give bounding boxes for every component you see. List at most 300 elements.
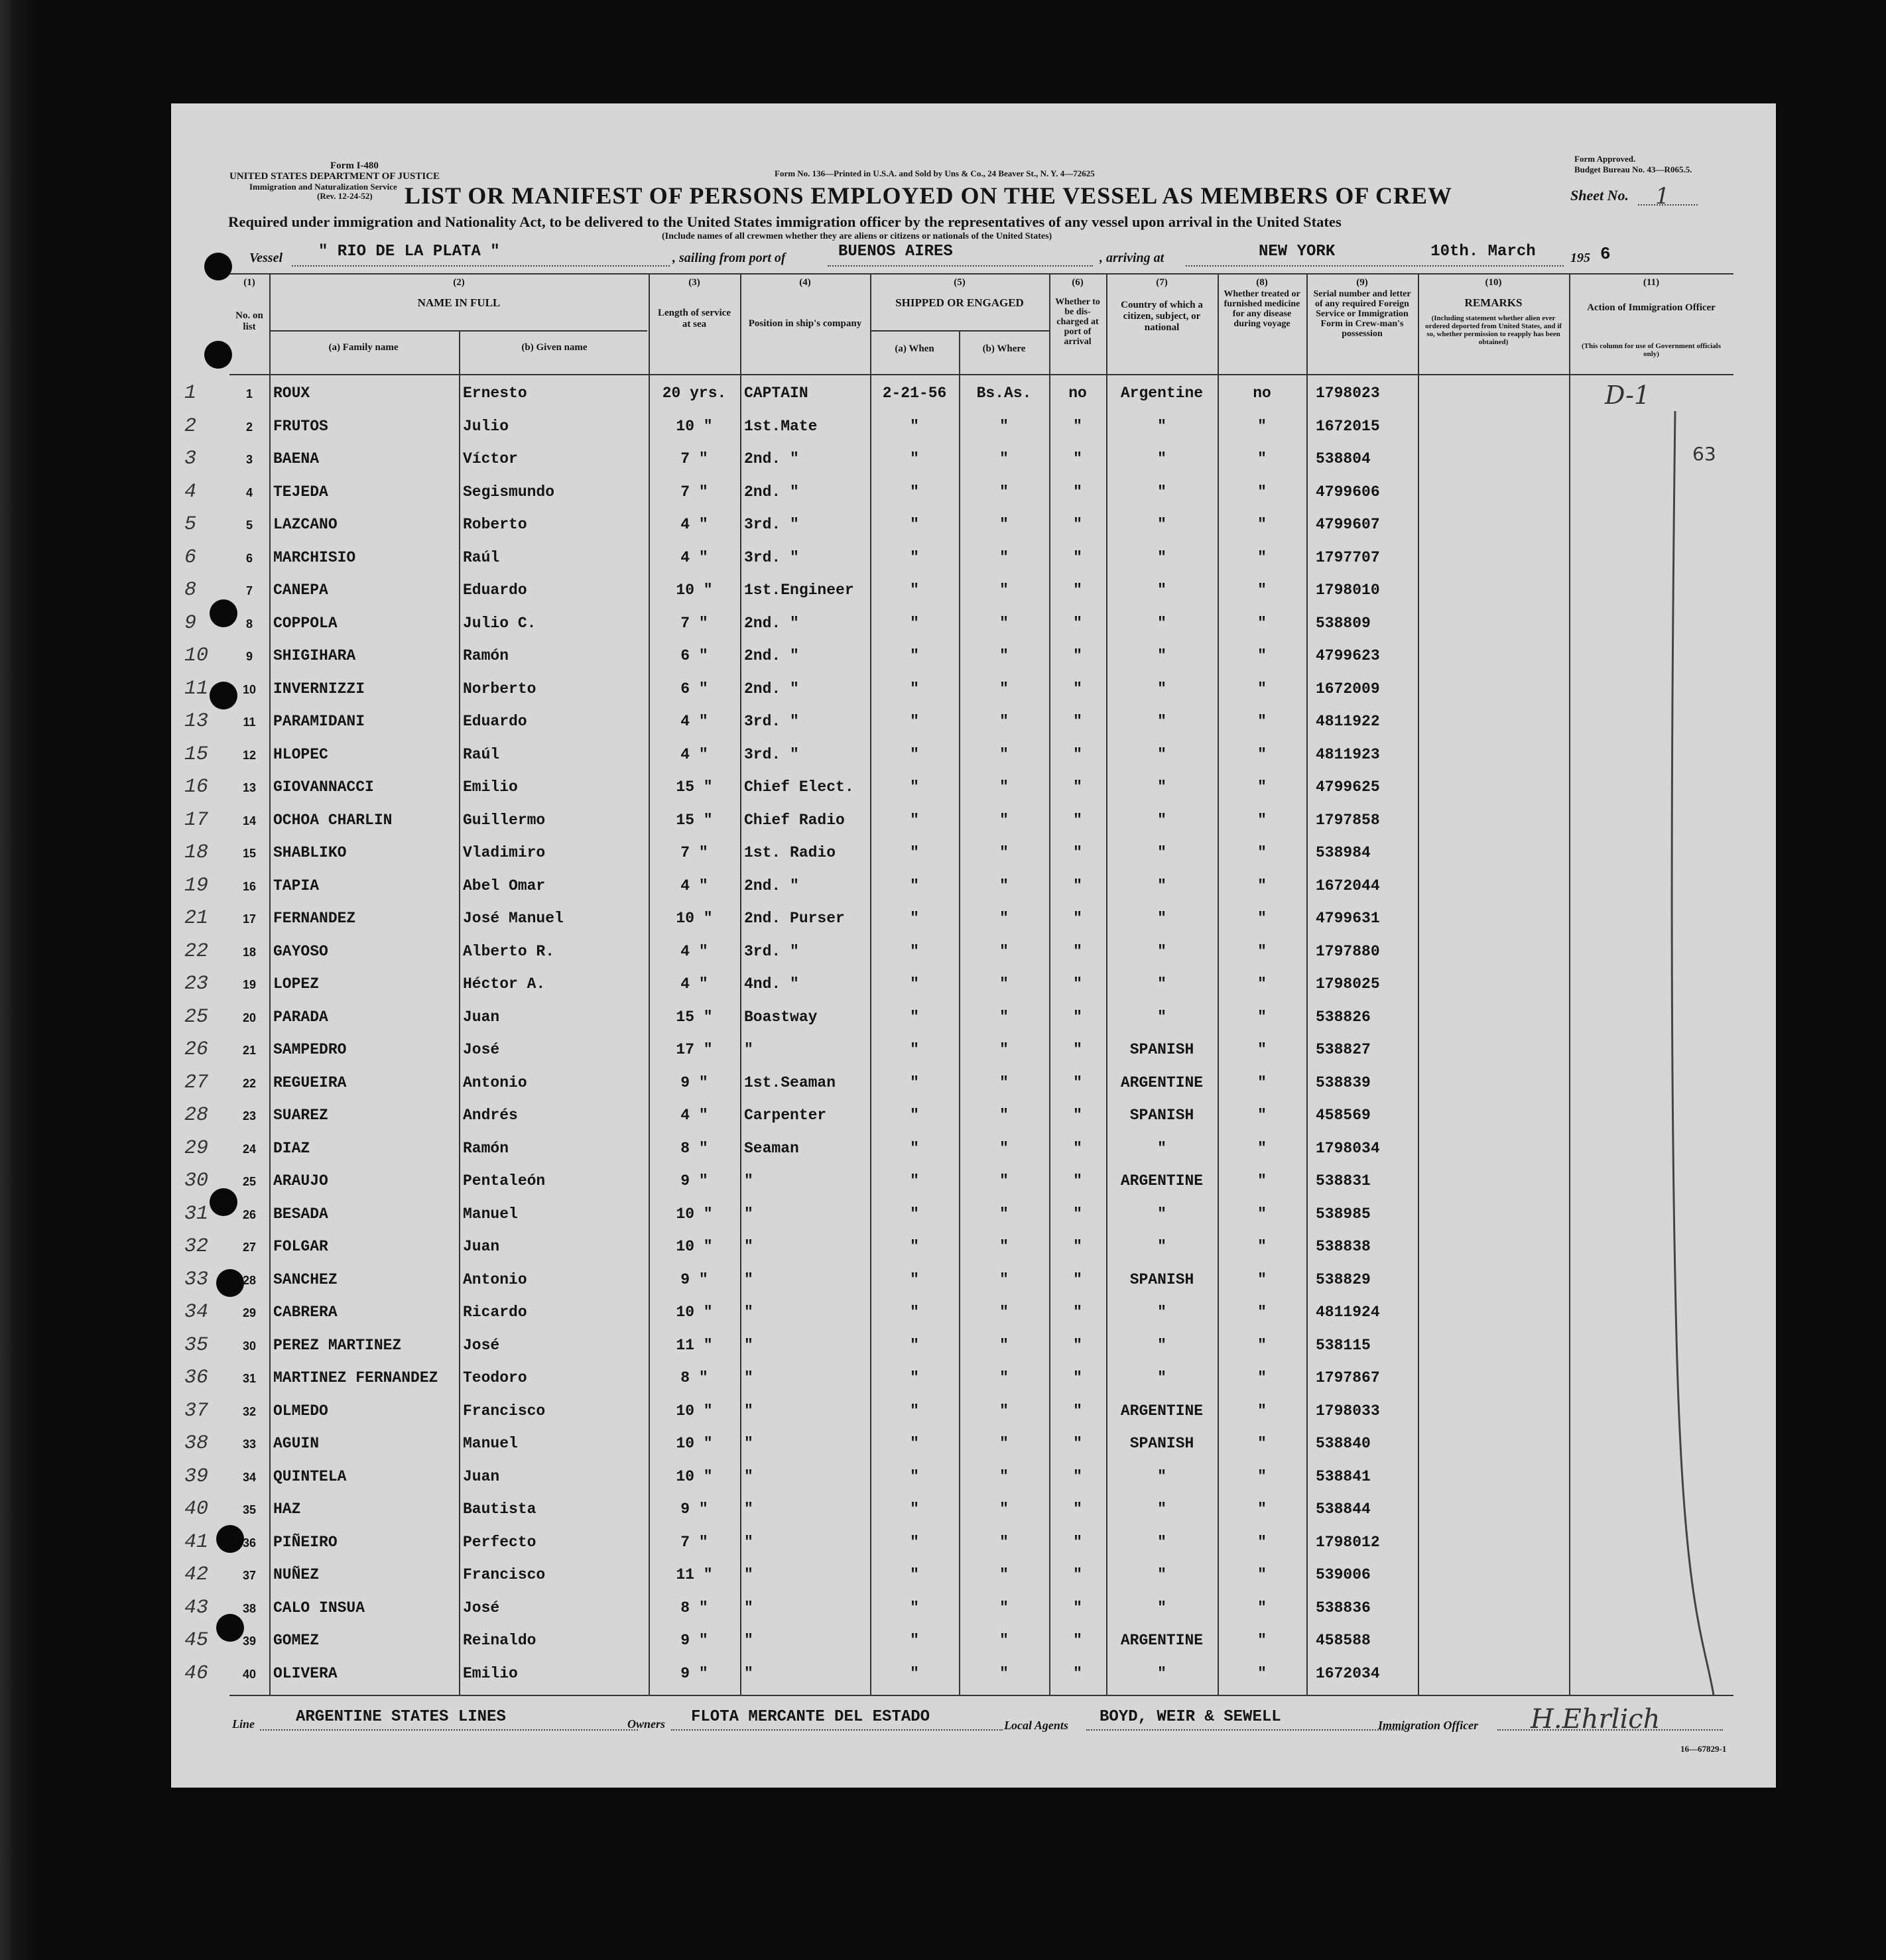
shipped-where: " <box>999 548 1009 566</box>
discharged: " <box>1073 942 1082 960</box>
length-of-service: 9 " <box>680 1664 708 1682</box>
treated: " <box>1257 483 1267 501</box>
serial-number: 4799607 <box>1316 516 1380 533</box>
shipped-where: " <box>999 1533 1009 1551</box>
treated: " <box>1257 910 1267 927</box>
table-row <box>171 936 1776 969</box>
list-number: 2 <box>245 420 253 434</box>
length-of-service: 7 " <box>680 483 708 501</box>
shipped-where: " <box>999 1435 1009 1452</box>
punch-hole <box>204 253 232 280</box>
given-name: Víctor <box>463 450 518 467</box>
shipped-when: " <box>910 1501 919 1518</box>
given-name: Raúl <box>463 745 500 763</box>
serial-number: 1798034 <box>1316 1139 1380 1157</box>
list-number: 40 <box>242 1667 257 1681</box>
family-name: CALO INSUA <box>273 1599 365 1617</box>
discharged: " <box>1073 1041 1082 1058</box>
discharged: " <box>1073 910 1082 927</box>
country: " <box>1157 811 1166 829</box>
position: " <box>744 1664 753 1682</box>
given-name: Perfecto <box>463 1533 536 1551</box>
col2b-header: (b) Given name <box>521 342 588 353</box>
position: Seaman <box>744 1139 799 1157</box>
table-row <box>171 1199 1776 1231</box>
length-of-service: 4 " <box>680 877 708 894</box>
given-name: Abel Omar <box>463 877 546 894</box>
treated: " <box>1257 1008 1267 1026</box>
length-of-service: 15 " <box>676 811 713 829</box>
handwritten-number: 40 <box>184 1498 209 1520</box>
table-row <box>171 903 1776 936</box>
country: " <box>1157 1599 1166 1617</box>
list-number: 4 <box>245 485 253 499</box>
serial-number: 458588 <box>1316 1632 1371 1649</box>
vessel-name: " RIO DE LA PLATA " <box>318 243 500 261</box>
serial-number: 538826 <box>1316 1008 1371 1026</box>
serial-number: 538985 <box>1316 1205 1371 1223</box>
handwritten-number: 3 <box>184 448 197 470</box>
country: " <box>1157 417 1166 435</box>
handwritten-number: 22 <box>184 940 209 963</box>
shipped-when: " <box>910 745 919 763</box>
list-number: 17 <box>242 912 257 926</box>
handwritten-number: 23 <box>184 973 209 995</box>
shipped-where: " <box>999 680 1009 698</box>
position: 3rd. " <box>744 745 799 763</box>
serial-number: 538844 <box>1316 1501 1371 1518</box>
handwritten-number: 16 <box>184 776 209 798</box>
discharged: " <box>1073 1369 1082 1386</box>
budget-bureau: Budget Bureau No. 43—R065.5. <box>1574 164 1692 174</box>
shipped-where: " <box>999 844 1009 861</box>
given-name: Juan <box>463 1008 500 1026</box>
country: " <box>1157 1664 1166 1682</box>
handwritten-number: 11 <box>184 677 209 700</box>
given-name: Ramón <box>463 647 509 664</box>
handwritten-number: 38 <box>184 1432 209 1455</box>
shipped-when: " <box>910 1435 919 1452</box>
serial-number: 538115 <box>1316 1336 1371 1354</box>
country: " <box>1157 1369 1166 1386</box>
agents-name: BOYD, WEIR & SEWELL <box>1100 1708 1281 1726</box>
list-number: 8 <box>245 617 253 631</box>
shipped-where: " <box>999 450 1009 467</box>
length-of-service: 4 " <box>680 516 708 533</box>
position: " <box>744 1467 753 1485</box>
position: " <box>744 1238 753 1255</box>
discharged: " <box>1073 1467 1082 1485</box>
serial-number: 1672009 <box>1316 680 1380 698</box>
length-of-service: 10 " <box>676 1467 713 1485</box>
serial-number: 538836 <box>1316 1599 1371 1617</box>
shipped-where: " <box>999 1238 1009 1255</box>
given-name: Antonio <box>463 1073 527 1091</box>
list-number: 14 <box>242 814 257 827</box>
serial-number: 4811924 <box>1316 1304 1380 1321</box>
given-name: José Manuel <box>463 910 564 927</box>
list-number: 35 <box>242 1503 257 1516</box>
given-name: Vladimiro <box>463 844 546 861</box>
discharged: " <box>1073 516 1082 533</box>
shipped-where: " <box>999 1501 1009 1518</box>
country: " <box>1157 450 1166 467</box>
table-row <box>171 1461 1776 1494</box>
family-name: SANCHEZ <box>273 1270 338 1288</box>
treated: " <box>1257 1205 1267 1223</box>
col1-header: No. on list <box>235 310 263 332</box>
shipped-where: " <box>999 1566 1009 1583</box>
serial-number: 538804 <box>1316 450 1371 467</box>
position: Carpenter <box>744 1107 827 1124</box>
shipped-where: " <box>999 910 1009 927</box>
table-row <box>171 1428 1776 1461</box>
length-of-service: 10 " <box>676 1402 713 1420</box>
family-name: NUÑEZ <box>273 1566 320 1583</box>
given-name: José <box>463 1041 500 1058</box>
discharged: " <box>1073 1664 1082 1682</box>
shipped-when: " <box>910 1369 919 1386</box>
treated: " <box>1257 1304 1267 1321</box>
shipped-when: " <box>910 1107 919 1124</box>
serial-number: 538840 <box>1316 1435 1371 1452</box>
discharged: " <box>1073 877 1082 894</box>
shipped-when: 2-21-56 <box>882 385 947 402</box>
year-prefix: 195 <box>1570 251 1590 265</box>
position: 2nd. " <box>744 483 799 501</box>
list-number: 27 <box>242 1241 257 1254</box>
treated: " <box>1257 1501 1267 1518</box>
shipped-when: " <box>910 1566 919 1583</box>
list-number: 15 <box>242 847 257 860</box>
country: " <box>1157 942 1166 960</box>
handwritten-number: 25 <box>184 1005 209 1028</box>
family-name: AGUIN <box>273 1435 320 1452</box>
serial-number: 1672015 <box>1316 417 1380 435</box>
serial-number: 458569 <box>1316 1107 1371 1124</box>
handwritten-number: 5 <box>184 513 197 536</box>
handwritten-number: 45 <box>184 1629 209 1652</box>
treated: " <box>1257 548 1267 566</box>
officer-mark: D-1 <box>1605 381 1651 410</box>
table-row <box>171 1264 1776 1297</box>
given-name: Norberto <box>463 680 536 698</box>
treated: " <box>1257 713 1267 730</box>
family-name: INVERNIZZI <box>273 680 365 698</box>
position: 1st. Radio <box>744 844 836 861</box>
given-name: Francisco <box>463 1402 546 1420</box>
serial-number: 539006 <box>1316 1566 1371 1583</box>
family-name: OLIVERA <box>273 1664 338 1682</box>
shipped-where: Bs.As. <box>976 385 1032 402</box>
col7-number: (7) <box>1156 277 1168 288</box>
handwritten-number: 2 <box>184 414 197 438</box>
length-of-service: 10 " <box>676 417 713 435</box>
family-name: BAENA <box>273 450 320 467</box>
position: 3rd. " <box>744 516 799 533</box>
handwritten-number: 19 <box>184 874 209 897</box>
position: 3rd. " <box>744 942 799 960</box>
vessel-field <box>292 243 670 267</box>
printer-note: Form No. 136—Printed in U.S.A. and Sold by Uns & Co., 24 Beaver St., N. Y. 4—72625 <box>775 168 1095 178</box>
treated: " <box>1257 975 1267 993</box>
handwritten-number: 8 <box>184 579 197 601</box>
shipped-when: " <box>910 1533 919 1551</box>
position: 2nd. " <box>744 680 799 698</box>
treated: " <box>1257 778 1267 796</box>
col2-number: (2) <box>453 277 465 288</box>
treated: " <box>1257 582 1267 599</box>
family-name: CANEPA <box>273 582 328 599</box>
given-name: Eduardo <box>463 582 527 599</box>
discharged: " <box>1073 844 1082 861</box>
discharged: " <box>1073 483 1082 501</box>
line-field <box>260 1708 638 1731</box>
list-number: 3 <box>245 453 253 466</box>
table-row <box>171 444 1776 476</box>
serial-number: 538839 <box>1316 1073 1371 1091</box>
position: " <box>744 1501 753 1518</box>
table-bottom-rule <box>229 1695 1733 1696</box>
given-name: Raúl <box>463 548 500 566</box>
treated: " <box>1257 680 1267 698</box>
discharged: " <box>1073 647 1082 664</box>
col9-number: (9) <box>1356 277 1368 288</box>
treated: " <box>1257 1172 1267 1190</box>
family-name: OCHOA CHARLIN <box>273 811 393 829</box>
family-name: BESADA <box>273 1205 328 1223</box>
handwritten-number: 31 <box>184 1202 209 1225</box>
treated: " <box>1257 1270 1267 1288</box>
length-of-service: 9 " <box>680 1073 708 1091</box>
family-name: HLOPEC <box>273 745 328 763</box>
table-row <box>171 411 1776 444</box>
position: Boastway <box>744 1008 818 1026</box>
shipped-where: " <box>999 1041 1009 1058</box>
length-of-service: 8 " <box>680 1369 708 1386</box>
shipped-where: " <box>999 1139 1009 1157</box>
serial-number: 1797867 <box>1316 1369 1380 1386</box>
shipped-when: " <box>910 1073 919 1091</box>
given-name: Bautista <box>463 1501 536 1518</box>
shipped-when: " <box>910 877 919 894</box>
col8-number: (8) <box>1256 277 1268 288</box>
family-name: PARAMIDANI <box>273 713 365 730</box>
list-number: 26 <box>242 1207 257 1221</box>
list-number: 19 <box>242 978 257 991</box>
discharged: " <box>1073 975 1082 993</box>
family-name: COPPOLA <box>273 614 338 632</box>
handwritten-number: 33 <box>184 1268 209 1291</box>
serial-number: 538809 <box>1316 614 1371 632</box>
col7-header: Country of which a citizen, subject, or national <box>1121 300 1203 333</box>
given-name: José <box>463 1599 500 1617</box>
family-name: HAZ <box>273 1501 301 1518</box>
col10-number: (10) <box>1485 277 1502 288</box>
shipped-when: " <box>910 778 919 796</box>
length-of-service: 6 " <box>680 680 708 698</box>
position: " <box>744 1304 753 1321</box>
country: " <box>1157 877 1166 894</box>
given-name: Andrés <box>463 1107 518 1124</box>
list-number: 10 <box>242 682 257 696</box>
name-subhead-rule <box>269 330 647 332</box>
serial-number: 1672034 <box>1316 1664 1380 1682</box>
table-row <box>171 608 1776 641</box>
shipped-when: " <box>910 516 919 533</box>
table-top-rule <box>229 273 1733 275</box>
revision: (Rev. 12-24-52) <box>317 191 373 201</box>
treated: " <box>1257 844 1267 861</box>
form-id: Form I-480 <box>330 160 379 171</box>
shipped-when: " <box>910 844 919 861</box>
country: ARGENTINE <box>1120 1632 1204 1649</box>
col5-header: SHIPPED OR ENGAGED <box>895 296 1024 309</box>
list-number: 23 <box>242 1109 257 1123</box>
position: 1st.Mate <box>744 417 818 435</box>
owners-label: Owners <box>627 1717 666 1731</box>
country: " <box>1157 1467 1166 1485</box>
country: " <box>1157 582 1166 599</box>
length-of-service: 15 " <box>676 1008 713 1026</box>
table-row <box>171 1100 1776 1133</box>
treated: " <box>1257 1566 1267 1583</box>
shipped-where: " <box>999 1270 1009 1288</box>
length-of-service: 7 " <box>680 844 708 861</box>
manifest-sheet <box>171 103 1776 1788</box>
given-name: Francisco <box>463 1566 546 1583</box>
given-name: Teodoro <box>463 1369 527 1386</box>
given-name: Segismundo <box>463 483 555 501</box>
table-row <box>171 1034 1776 1067</box>
length-of-service: 4 " <box>680 713 708 730</box>
serial-number: 1798023 <box>1316 385 1380 402</box>
shipped-when: " <box>910 910 919 927</box>
discharged: " <box>1073 811 1082 829</box>
treated: " <box>1257 1632 1267 1649</box>
length-of-service: 10 " <box>676 1435 713 1452</box>
list-number: 7 <box>245 584 253 597</box>
country: " <box>1157 910 1166 927</box>
serial-number: 1797707 <box>1316 548 1380 566</box>
country: " <box>1157 1566 1166 1583</box>
list-number: 12 <box>242 748 257 762</box>
discharged: " <box>1073 1304 1082 1321</box>
position: " <box>744 1041 753 1058</box>
list-number: 31 <box>242 1372 257 1385</box>
col4-header: Position in ship's company <box>748 318 862 329</box>
treated: " <box>1257 1435 1267 1452</box>
given-name: Manuel <box>463 1205 518 1223</box>
list-number: 34 <box>242 1470 257 1484</box>
given-name: Héctor A. <box>463 975 546 993</box>
treated: " <box>1257 1238 1267 1255</box>
family-name: MARCHISIO <box>273 548 356 566</box>
length-of-service: 10 " <box>676 1205 713 1223</box>
position: " <box>744 1402 753 1420</box>
treated: " <box>1257 450 1267 467</box>
list-number: 37 <box>242 1569 257 1582</box>
length-of-service: 10 " <box>676 582 713 599</box>
col11-number: (11) <box>1643 277 1660 288</box>
table-row <box>171 1166 1776 1198</box>
list-number: 36 <box>242 1536 257 1550</box>
position: " <box>744 1270 753 1288</box>
list-number: 18 <box>242 945 257 959</box>
page-title: LIST OR MANIFEST OF PERSONS EMPLOYED ON THE VESSEL AS MEMBERS OF CREW <box>405 182 1452 209</box>
shipped-where: " <box>999 1369 1009 1386</box>
list-number: 16 <box>242 879 257 893</box>
handwritten-number: 37 <box>184 1399 209 1422</box>
position: 2nd. " <box>744 647 799 664</box>
serial-number: 1798010 <box>1316 582 1380 599</box>
treated: " <box>1257 811 1267 829</box>
officer-signature-field <box>1497 1704 1723 1735</box>
length-of-service: 7 " <box>680 1533 708 1551</box>
shipped-where: " <box>999 713 1009 730</box>
serial-number: 538838 <box>1316 1238 1371 1255</box>
col10-header: REMARKS <box>1464 296 1523 309</box>
treated: " <box>1257 1599 1267 1617</box>
handwritten-number: 9 <box>184 611 197 635</box>
subtitle: Required under immigration and Nationality Act, to be delivered to the United States immigration officer by the representatives of any vessel upon arrival in the United States <box>228 214 1342 230</box>
given-name: Ricardo <box>463 1304 527 1321</box>
position: CAPTAIN <box>744 385 808 402</box>
discharged: " <box>1073 582 1082 599</box>
position: Chief Elect. <box>744 778 854 796</box>
length-of-service: 15 " <box>676 778 713 796</box>
country: SPANISH <box>1129 1270 1194 1288</box>
col2a-header: (a) Family name <box>328 342 399 353</box>
family-name: TAPIA <box>273 877 320 894</box>
discharged: " <box>1073 614 1082 632</box>
family-name: QUINTELA <box>273 1467 347 1485</box>
length-of-service: 10 " <box>676 1304 713 1321</box>
shipped-where: " <box>999 1073 1009 1091</box>
family-name: REGUEIRA <box>273 1073 347 1091</box>
list-number: 28 <box>242 1273 257 1287</box>
position: " <box>744 1599 753 1617</box>
sheet-number: 1 <box>1655 183 1670 210</box>
shipped-where: " <box>999 516 1009 533</box>
serial-number: 1672044 <box>1316 877 1380 894</box>
treated: " <box>1257 1533 1267 1551</box>
shipped-where: " <box>999 942 1009 960</box>
serial-number: 1797858 <box>1316 811 1380 829</box>
service: Immigration and Naturalization Service <box>249 182 397 192</box>
handwritten-number: 17 <box>184 808 209 831</box>
given-name: José <box>463 1336 500 1354</box>
shipped-when: " <box>910 483 919 501</box>
shipped-when: " <box>910 1139 919 1157</box>
table-row <box>171 1133 1776 1166</box>
handwritten-number: 29 <box>184 1136 209 1160</box>
position: " <box>744 1369 753 1386</box>
country: " <box>1157 1205 1166 1223</box>
position: 3rd. " <box>744 713 799 730</box>
col10-note: (Including statement whether alien ever ordered deported from United States, and if so, whether permission to reapply has been obtained) <box>1425 314 1562 346</box>
treated: " <box>1257 1041 1267 1058</box>
shipped-where: " <box>999 1599 1009 1617</box>
vessel-label: Vessel <box>249 251 283 265</box>
officer-signature: H.Ehrlich <box>1531 1704 1661 1735</box>
owners-name: FLOTA MERCANTE DEL ESTADO <box>691 1708 930 1726</box>
serial-number: 1798033 <box>1316 1402 1380 1420</box>
length-of-service: 11 " <box>676 1566 713 1583</box>
table-row <box>171 542 1776 575</box>
table-row <box>171 1231 1776 1264</box>
shipped-when: " <box>910 713 919 730</box>
